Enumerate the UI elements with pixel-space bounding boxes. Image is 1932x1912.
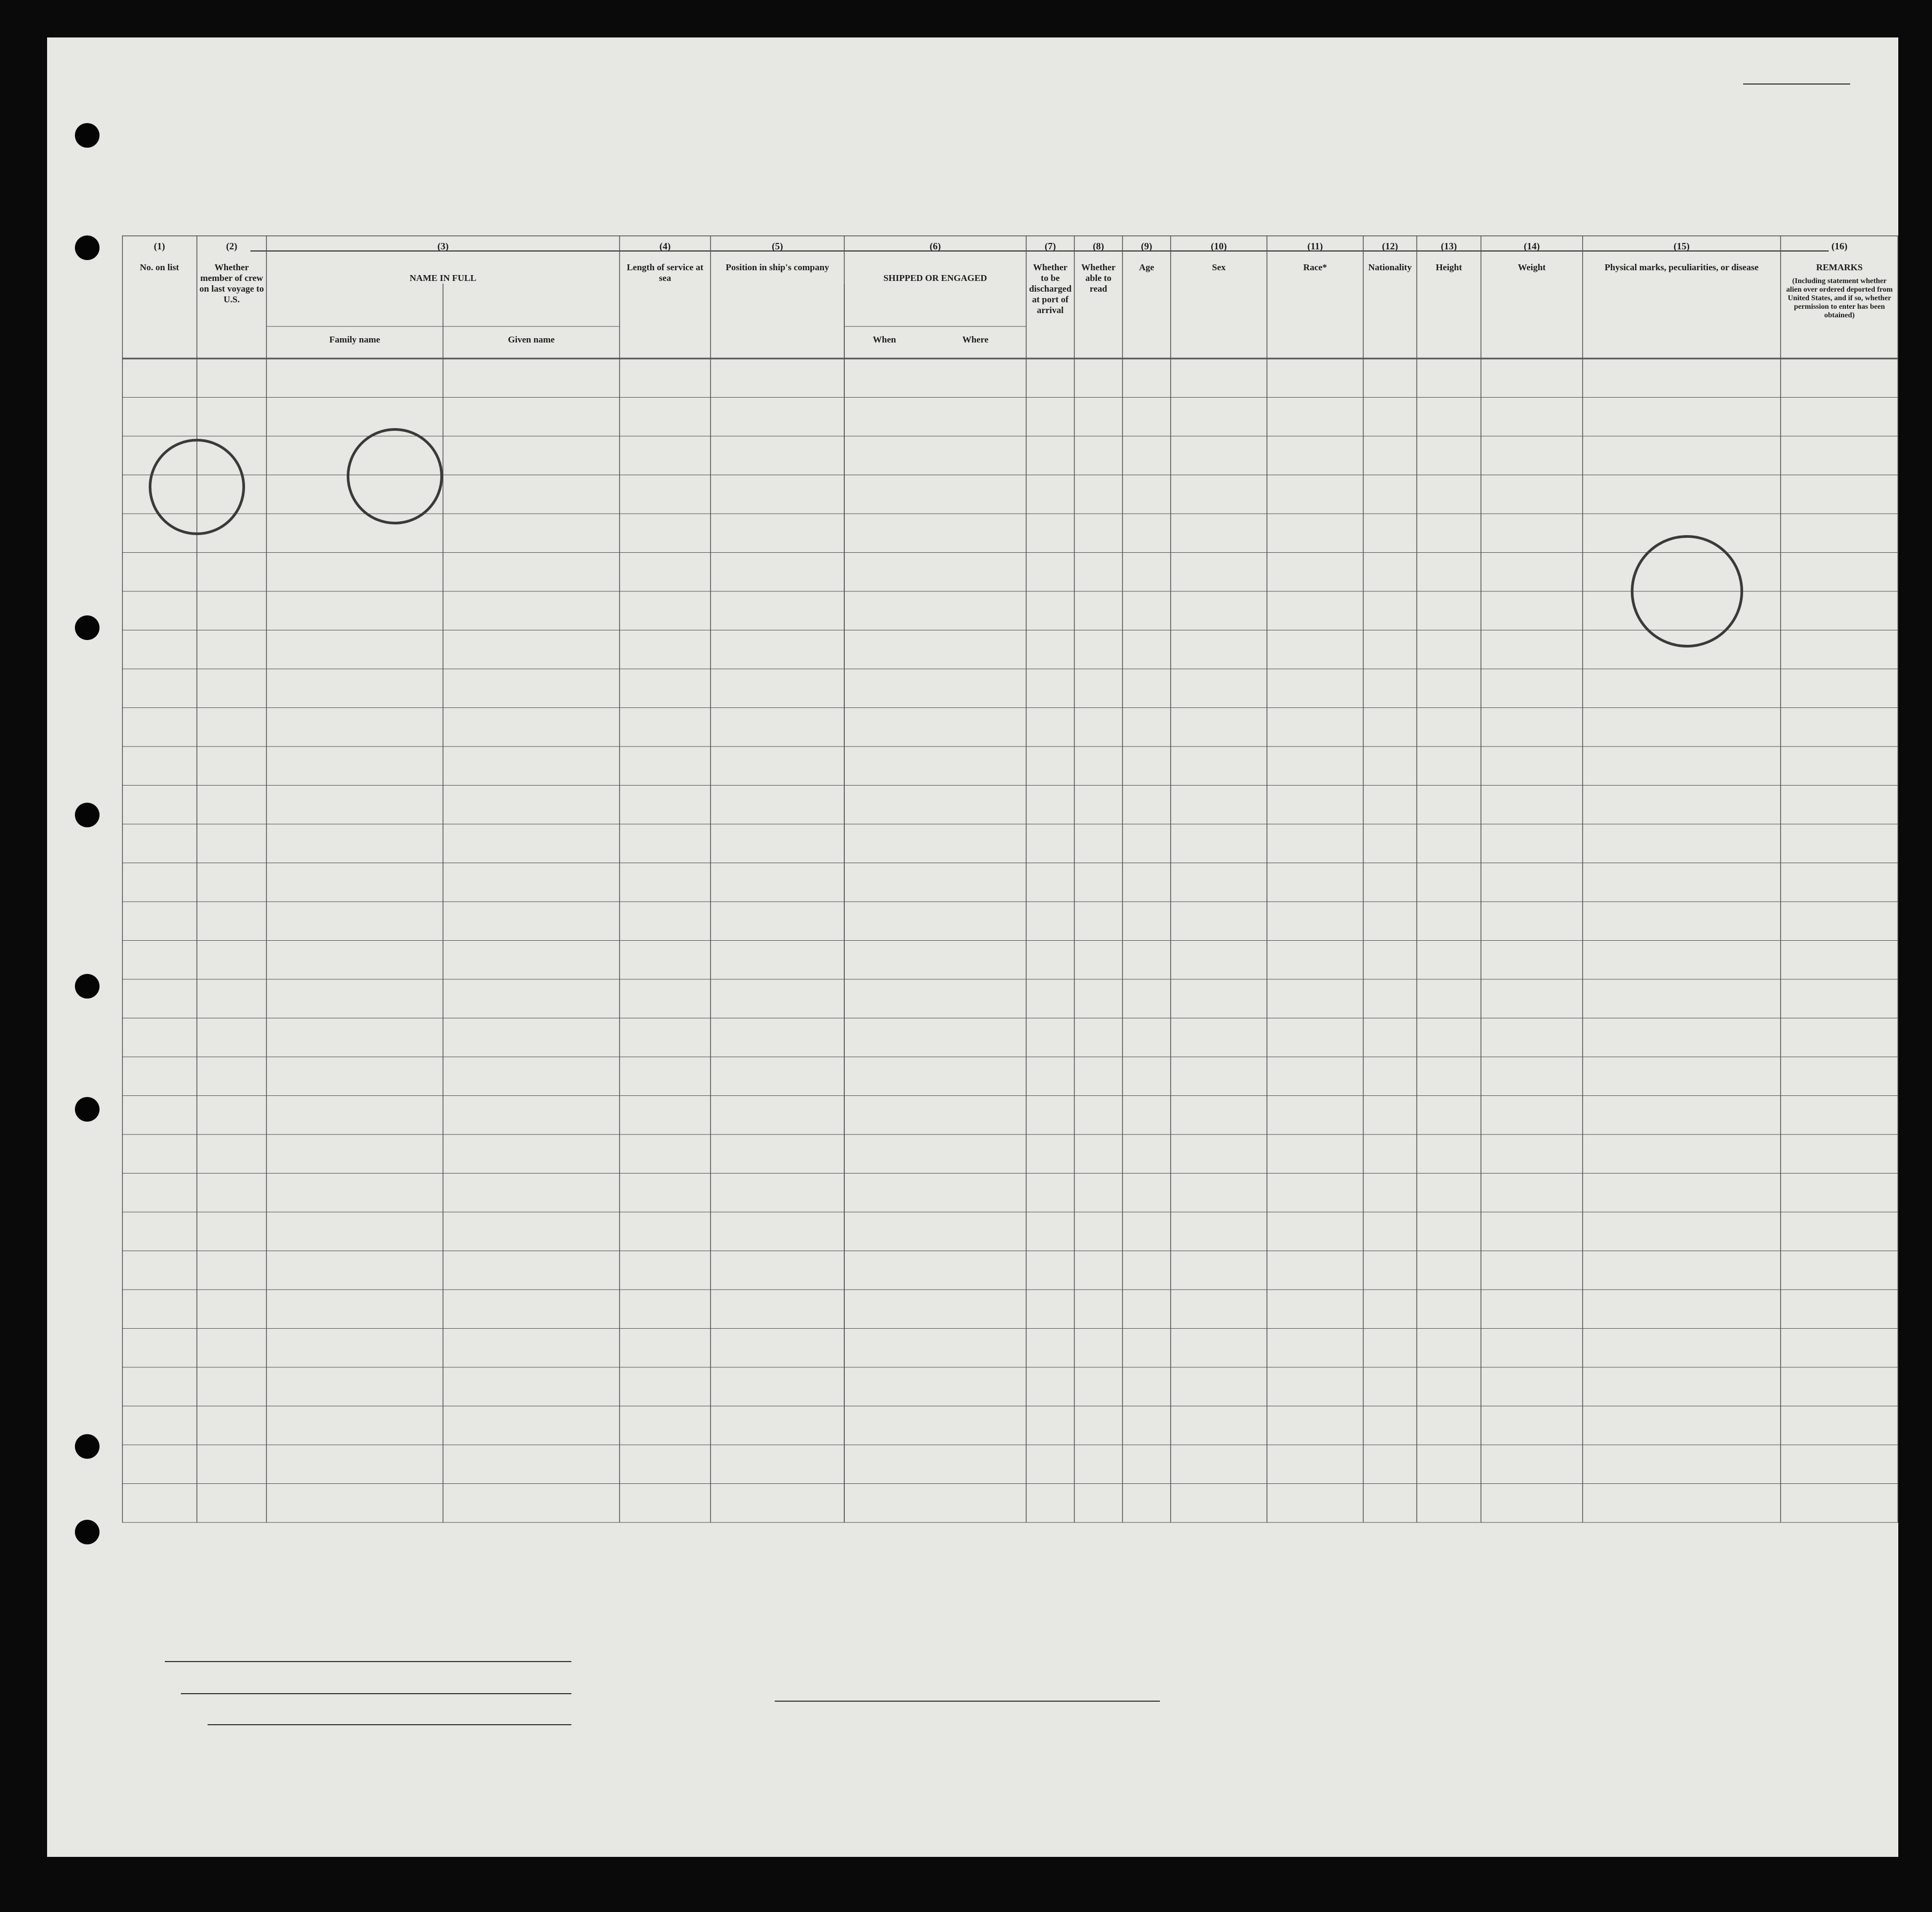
- column-header: Length of service at sea: [627, 262, 704, 283]
- column-header: NAME IN FULL: [409, 273, 477, 283]
- inspector-line: [775, 1701, 1160, 1702]
- column-number: (5): [772, 241, 783, 252]
- column-header: Whether able to read: [1081, 262, 1116, 294]
- punch-hole: [75, 803, 100, 827]
- consul-stamp-left: [149, 439, 245, 535]
- consulate-havre-stamp: [1631, 535, 1743, 648]
- column-number: (16): [1831, 241, 1847, 252]
- column-number: (2): [226, 241, 238, 252]
- punch-hole: [75, 1434, 100, 1459]
- column-number: (11): [1307, 241, 1323, 252]
- column-number: (8): [1093, 241, 1104, 252]
- column-header: Sex: [1212, 262, 1226, 272]
- column-header: SHIPPED OR ENGAGED: [883, 273, 987, 283]
- column-header: No. on list: [140, 262, 179, 272]
- column-subheader: Given name: [508, 334, 555, 345]
- column-header: Race*: [1303, 262, 1327, 272]
- punch-hole: [75, 235, 100, 260]
- column-header: REMARKS: [1816, 262, 1863, 272]
- column-number: (10): [1211, 241, 1227, 252]
- column-number: (9): [1141, 241, 1152, 252]
- owners-field: [181, 1693, 571, 1694]
- column-header: Physical marks, peculiarities, or disease: [1605, 262, 1759, 272]
- consul-stamp-right: [347, 428, 443, 524]
- column-subheader: Family name: [329, 334, 380, 345]
- column-header: Nationality: [1368, 262, 1412, 272]
- form-footer: [122, 1621, 1834, 1846]
- column-number: (6): [929, 241, 941, 252]
- column-number: (14): [1524, 241, 1540, 252]
- column-header: Height: [1435, 262, 1462, 272]
- punch-hole: [75, 1520, 100, 1544]
- punch-hole: [75, 123, 100, 148]
- punch-hole: [75, 615, 100, 640]
- column-number: (3): [437, 241, 449, 252]
- manifest-sheet: [47, 37, 1898, 1857]
- column-number: (12): [1382, 241, 1398, 252]
- column-number: (1): [154, 241, 165, 252]
- punch-hole: [75, 974, 100, 999]
- column-header: Weight: [1518, 262, 1546, 272]
- column-number: (4): [659, 241, 671, 252]
- column-number: (13): [1441, 241, 1457, 252]
- punch-hole: [75, 1097, 100, 1122]
- column-header: Position in ship's company: [726, 262, 829, 272]
- column-number: (7): [1044, 241, 1056, 252]
- column-subheader: Where: [962, 334, 989, 345]
- column-header: Whether member of crew on last voyage to U.S.: [199, 262, 264, 304]
- line-field: [165, 1661, 571, 1662]
- column-header: Whether to be discharged at port of arrival: [1029, 262, 1072, 315]
- side-annotation: [51, 198, 110, 947]
- column-header: Age: [1139, 262, 1155, 272]
- column-subheader: When: [873, 334, 896, 345]
- agents-field: [208, 1724, 571, 1725]
- column-number: (15): [1674, 241, 1690, 252]
- column-subheader: (Including statement whether alien over ordered deported from United States, and if so, whether permission to enter has been obtained): [1786, 277, 1893, 319]
- sheet-number-line: [1743, 83, 1850, 85]
